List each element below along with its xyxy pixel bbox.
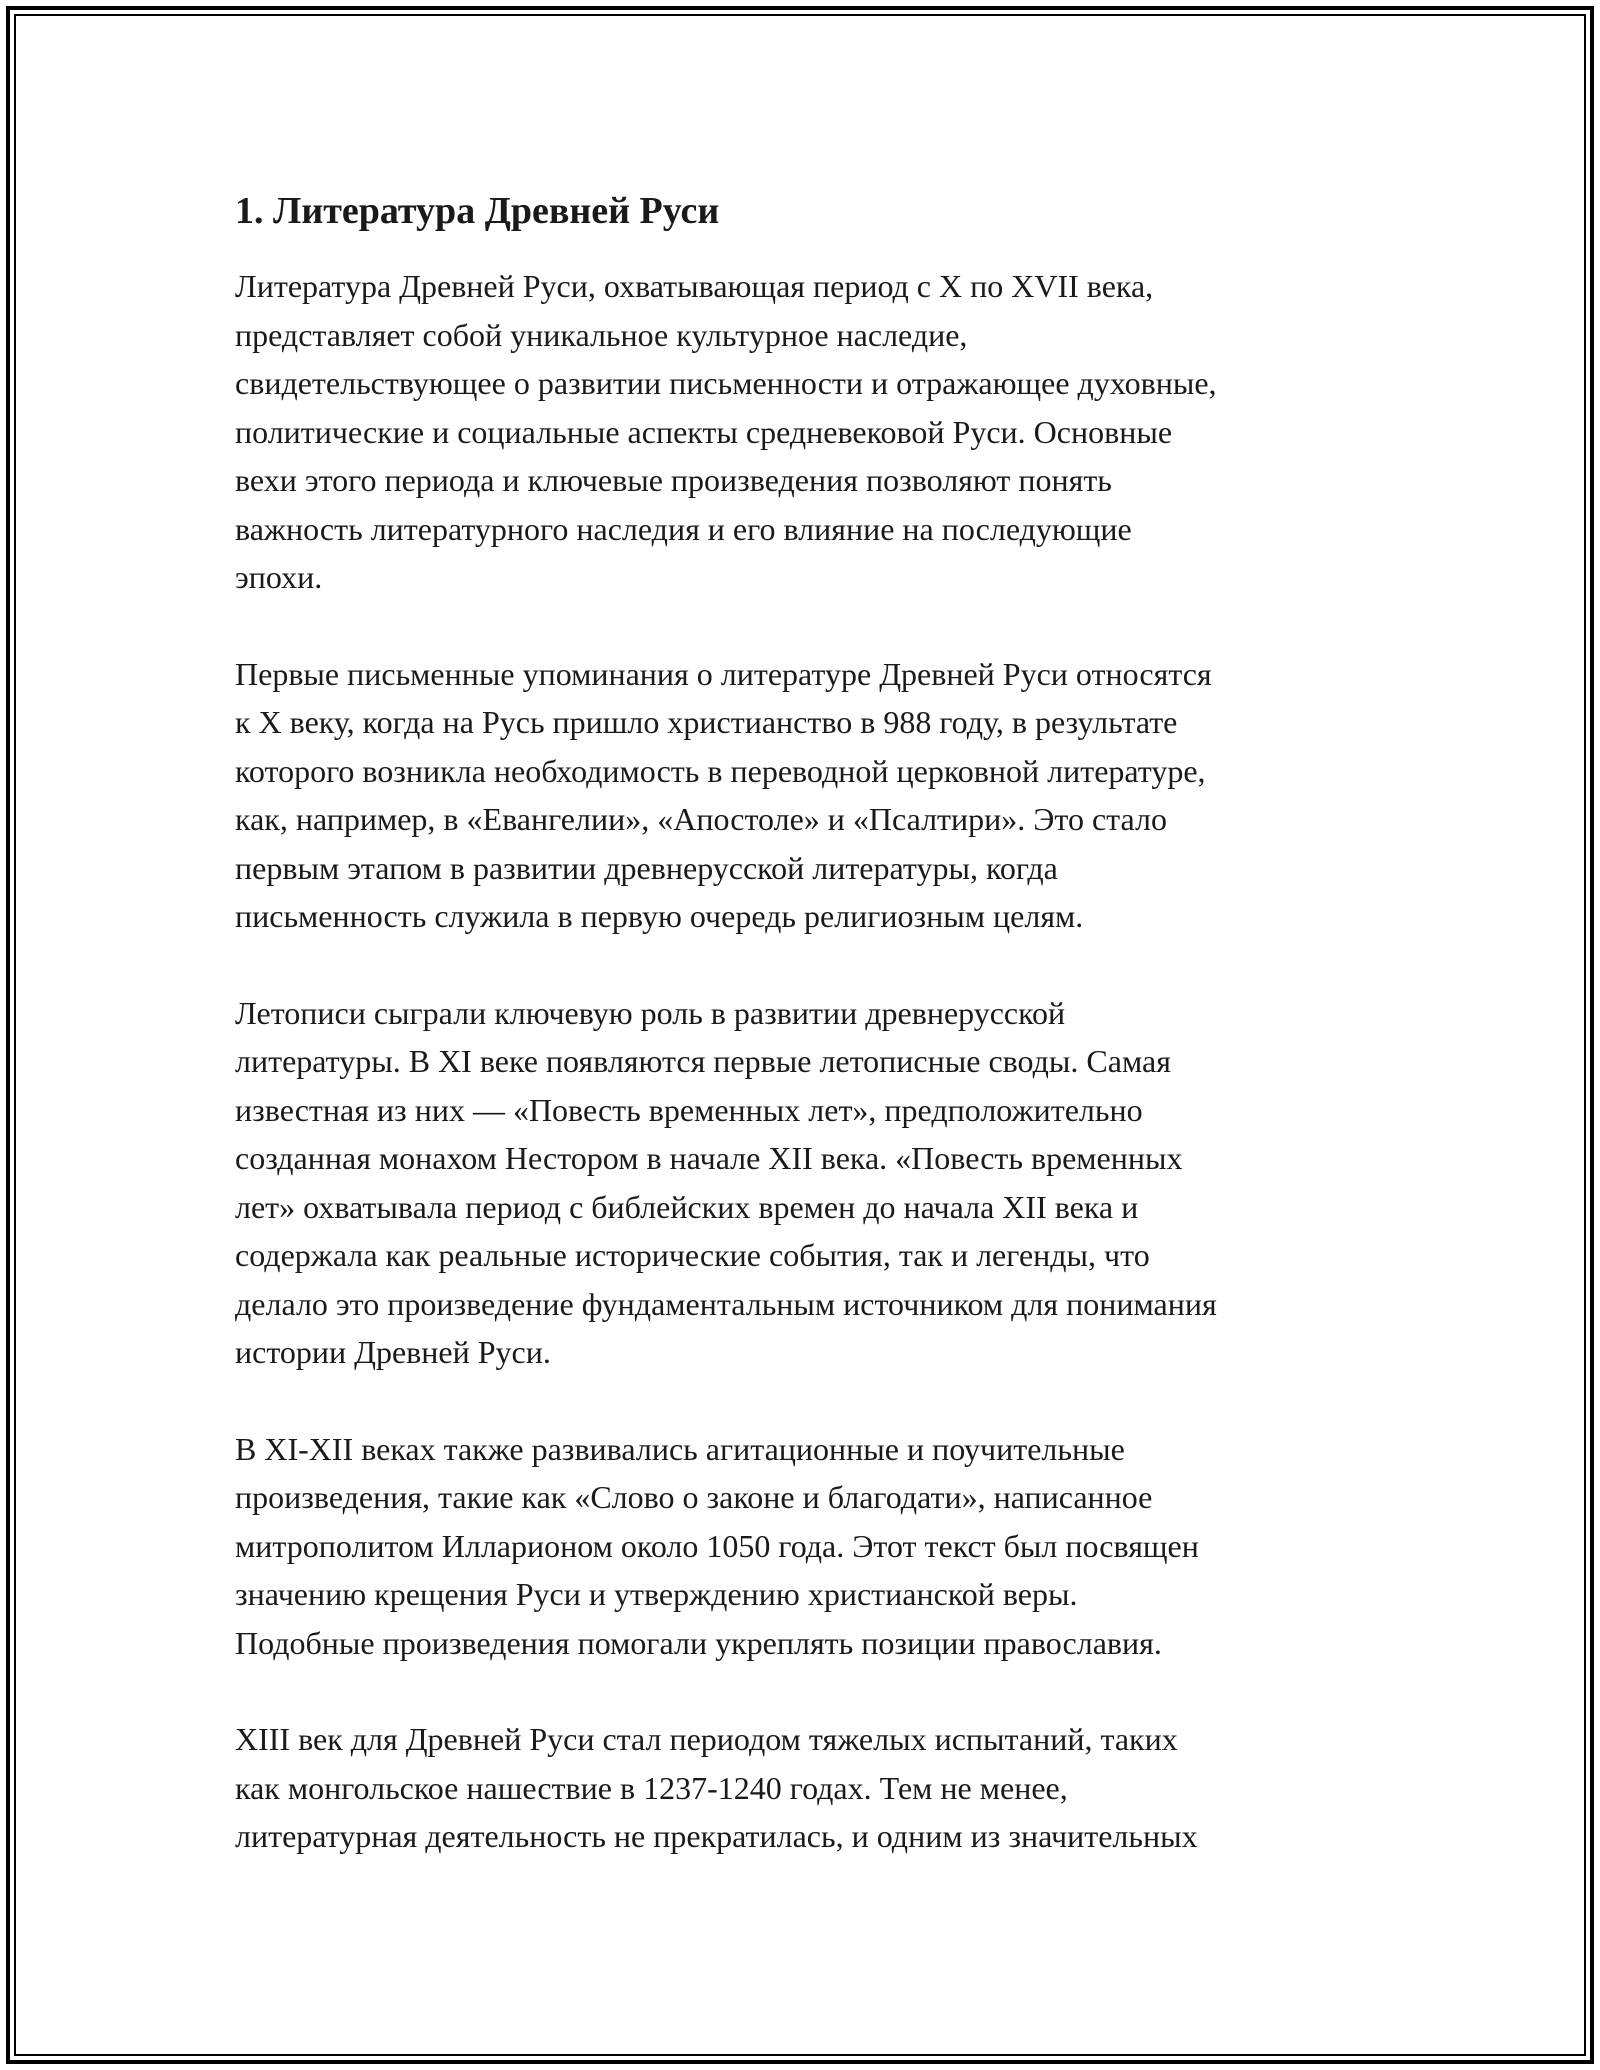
text-line: митрополитом Илларионом около 1050 года. Этот текст был посвящен bbox=[235, 1527, 1199, 1564]
text-line: письменность служила в первую очередь религиозным целям. bbox=[235, 898, 1084, 934]
text-line: значению крещения Руси и утверждению христианской веры. bbox=[235, 1576, 1078, 1612]
text-line: созданная монахом Нестором в начале XII века. «Повесть временных bbox=[235, 1140, 1183, 1176]
text-line: вехи этого периода и ключевые произведения позволяют понять bbox=[235, 462, 1112, 498]
text-line: XIII век для Древней Руси стал периодом тяжелых испытаний, таких bbox=[235, 1721, 1178, 1757]
text-line: делало это произведение фундаментальным источником для понимания bbox=[235, 1285, 1217, 1322]
text-line: известная из них — «Повесть временных лет», предположительно bbox=[235, 1091, 1143, 1128]
text-line: политические и социальные аспекты средневековой Руси. Основные bbox=[235, 413, 1173, 450]
text-line: истории Древней Руси. bbox=[235, 1334, 551, 1370]
paragraph-list bbox=[235, 262, 1385, 1861]
paragraph bbox=[235, 1715, 1385, 1861]
text-line: важность литературного наследия и его влияние на последующие bbox=[235, 510, 1132, 547]
text-line: Литература Древней Руси, охватывающая период с X по XVII века, bbox=[235, 268, 1154, 304]
text-line: первым этапом в развитии древнерусской литературы, когда bbox=[235, 849, 1058, 886]
text-line: свидетельствующее о развитии письменности и отражающее духовные, bbox=[235, 365, 1217, 401]
text-line: эпохи. bbox=[235, 559, 323, 595]
text-line: представляет собой уникальное культурное наследие, bbox=[235, 316, 968, 353]
paragraph bbox=[235, 650, 1385, 941]
text-line: как монгольское нашествие в 1237-1240 годах. Тем не менее, bbox=[235, 1769, 1068, 1806]
text-line: Первые письменные упоминания о литературе Древней Руси относятся bbox=[235, 655, 1212, 692]
paragraph bbox=[235, 262, 1385, 602]
text-line: лет» охватывала период с библейских времен до начала XII века и bbox=[235, 1188, 1139, 1225]
section-heading: 1. Литература Древней Руси bbox=[235, 190, 720, 232]
text-line: В XI-XII веках также развивались агитационные и поучительные bbox=[235, 1430, 1125, 1467]
paragraph bbox=[235, 989, 1385, 1377]
text-line: к X веку, когда на Русь пришло христианство в 988 году, в результате bbox=[235, 704, 1178, 740]
text-line: литературная деятельность не прекратилась, и одним из значительных bbox=[235, 1818, 1198, 1854]
text-line: Подобные произведения помогали укреплять позиции православия. bbox=[235, 1624, 1162, 1661]
text-line: произведения, такие как «Слово о законе и благодати», написанное bbox=[235, 1479, 1153, 1515]
text-line: содержала как реальные исторические события, так и легенды, что bbox=[235, 1237, 1150, 1273]
text-line: литературы. В XI веке появляются первые летописные своды. Самая bbox=[235, 1043, 1171, 1079]
text-line: которого возникла необходимость в переводной церковной литературе, bbox=[235, 752, 1206, 789]
paragraph bbox=[235, 1425, 1385, 1668]
document-body bbox=[235, 186, 1385, 1909]
text-line: Летописи сыграли ключевую роль в развитии древнерусской bbox=[235, 994, 1066, 1031]
text-line: как, например, в «Евангелии», «Апостоле» и «Псалтири». Это стало bbox=[235, 801, 1167, 837]
